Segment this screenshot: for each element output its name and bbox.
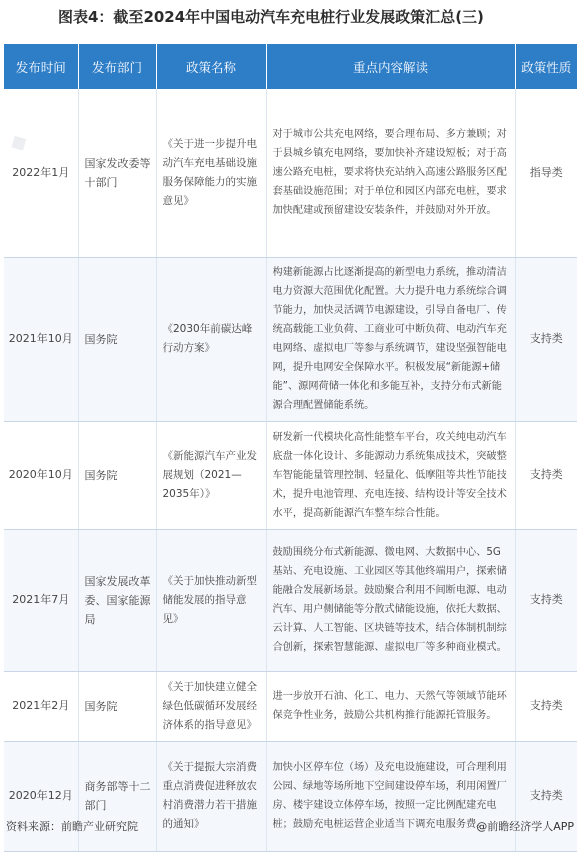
cell-nature: 指导类: [515, 89, 577, 257]
cell-policy-name: 《关于加快推动新型储能发展的指导意见》: [156, 529, 266, 671]
cell-content: 加快小区停车位（场）及充电设施建设，可合理利用公园、绿地等场所地下空间建设停车场，利用闲置厂房、楼宇建设立体停车场，按照一定比例配建充电桩；鼓励充电桩运营企业适当下调充电服务费。: [266, 741, 515, 851]
source-note: 资料来源：前瞻产业研究院: [6, 820, 138, 833]
cell-content: 构建新能源占比逐渐提高的新型电力系统，推动清洁电力资源大范围优化配置。大力提升电力系统综合调节能力，加快灵活调节电源建设，引导自备电厂、传统高载能工业负荷、工商业可中断负荷、电动汽车充电网络、虚拟电厂等参与系统调节，建设坚强智能电网，提升电网安全保障水平。积极发展“新能源+储能”、源网荷储一体化和多能互补，支持分布式新能源合理配置储能系统。: [266, 257, 515, 421]
table-row: [4, 89, 577, 257]
table-row: [4, 421, 577, 529]
header-name: 政策名称: [156, 44, 266, 89]
table-row: [4, 741, 577, 851]
brand-label: @前瞻经济学人APP: [476, 820, 574, 833]
cell-nature: 支持类: [515, 529, 577, 671]
table-row: [4, 529, 577, 671]
table-row: [4, 671, 577, 741]
cell-dept: 商务部等十二部门: [78, 741, 156, 851]
cell-dept: 国务院: [78, 257, 156, 421]
watermark-logo: ◆: [4, 127, 33, 158]
header-date: 发布时间: [4, 44, 78, 89]
cell-date: 2021年2月: [4, 671, 78, 741]
cell-policy-name: 《关于提振大宗消费重点消费促进释放农村消费潜力若干措施的通知》: [156, 741, 266, 851]
policy-table: [4, 44, 577, 852]
cell-policy-name: 《新能源汽车产业发展规划（2021—2035年）》: [156, 421, 266, 529]
cell-date: 2020年10月: [4, 421, 78, 529]
header-dept: 发布部门: [78, 44, 156, 89]
header-content: 重点内容解读: [266, 44, 515, 89]
cell-dept: 国家发改委等十部门: [78, 89, 156, 257]
cell-dept: 国务院: [78, 671, 156, 741]
cell-policy-name: 《关于进一步提升电动汽车充电基础设施服务保障能力的实施意见》: [156, 89, 266, 257]
cell-date: 2020年12月: [4, 741, 78, 851]
page-title: 图表4：截至2024年中国电动汽车充电桩行业发展政策汇总(三): [58, 8, 484, 26]
cell-nature: 支持类: [515, 741, 577, 851]
cell-nature: 支持类: [515, 257, 577, 421]
cell-nature: 支持类: [515, 671, 577, 741]
cell-content: 对于城市公共充电网络，要合理布局、多方兼顾；对于县城乡镇充电网络，要加快补齐建设短板；对于高速公路充电桩，要求将快充站纳入高速公路服务区配套基础设施范围；对于单位和园区内部充电桩，要求加快配建或预留建设安装条件，并鼓励对外开放。: [266, 89, 515, 257]
cell-date: 2021年10月: [4, 257, 78, 421]
cell-policy-name: 《关于加快建立健全绿色低碳循环发展经济体系的指导意见》: [156, 671, 266, 741]
cell-dept: 国务院: [78, 421, 156, 529]
cell-policy-name: 《2030年前碳达峰行动方案》: [156, 257, 266, 421]
cell-date: 2021年7月: [4, 529, 78, 671]
cell-nature: 支持类: [515, 421, 577, 529]
header-nature: 政策性质: [515, 44, 577, 89]
table-row: [4, 257, 577, 421]
cell-content: 研发新一代模块化高性能整车平台，攻关纯电动汽车底盘一体化设计、多能源动力系统集成技术，突破整车智能能量管理控制、轻量化、低摩阻等共性节能技术，提升电池管理、充电连接、结构设计等安全技术水平，提高新能源汽车整车综合性能。: [266, 421, 515, 529]
cell-content: 鼓励围绕分布式新能源、微电网、大数据中心、5G基站、充电设施、工业园区等其他终端用户，探索储能融合发展新场景。鼓励聚合利用不间断电源、电动汽车、用户侧储能等分散式储能设施，依托大数据、云计算、人工智能、区块链等技术，结合体制机制综合创新，探索智慧能源、虚拟电厂等多种商业模式。: [266, 529, 515, 671]
table-header-row: [4, 44, 577, 89]
cell-dept: 国家发展改革委、国家能源局: [78, 529, 156, 671]
cell-date: 2022年1月: [4, 89, 78, 257]
cell-content: 进一步放开石油、化工、电力、天然气等领域节能环保竞争性业务，鼓励公共机构推行能源托管服务。: [266, 671, 515, 741]
